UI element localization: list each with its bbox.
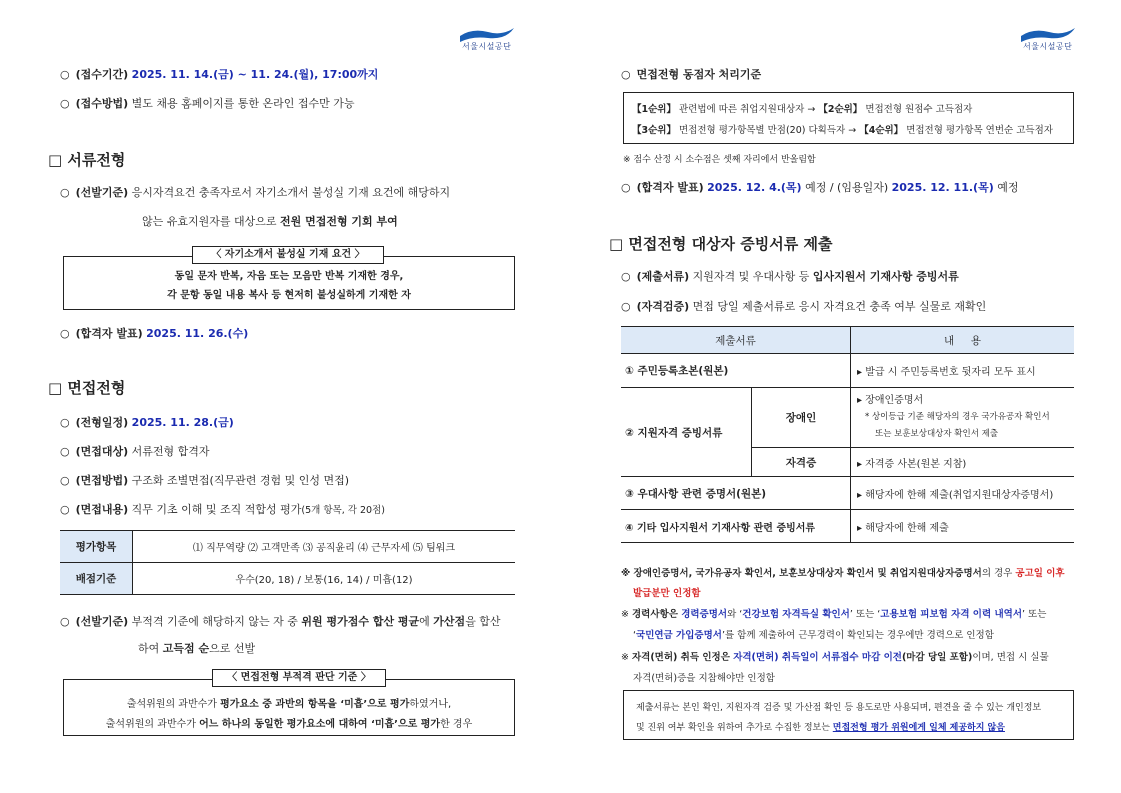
reception-period <box>60 66 378 82</box>
circle-bullet: ○ <box>621 181 631 194</box>
iv-target <box>60 443 210 459</box>
tie-title-text: 면접전형 동점자 처리기준 <box>636 68 762 81</box>
final-date2: 2025. 12. 11.(목) <box>891 181 994 194</box>
insincere-box <box>63 256 515 310</box>
submit-label: (제출서류) <box>636 270 690 283</box>
doc-criteria-line2 <box>142 213 398 229</box>
table-row <box>60 531 515 563</box>
doc-r2-desc2-text: 자격증 사본(원본 지참) <box>865 458 967 470</box>
note3-mark: ※ <box>621 652 632 663</box>
submit-text: 지원자격 및 우대사항 등 <box>692 270 813 283</box>
iv-method-value: 구조화 조별면접(직무관련 경험 및 인성 면접) <box>131 474 350 487</box>
doc-table <box>621 326 1074 543</box>
tie-rank4-text: 면접전형 평가항목 연번순 고득점자 <box>903 125 1053 136</box>
doc-r3-name: ③ 우대사항 관련 증명서(원본) <box>621 477 851 510</box>
note2-bold: 경력사항은 <box>631 609 682 620</box>
doc-pass <box>60 325 248 341</box>
doc-r3-desc-text: 해당자에 한해 제출(취업지원대상자증명서) <box>865 489 1054 501</box>
iv-criteria-l2-text: 하여 <box>138 642 163 655</box>
submit-bold: 입사지원서 기재사항 증빙서류 <box>812 270 959 283</box>
submit-docs <box>621 268 959 284</box>
interview-section-title: □ 면접전형 <box>48 379 126 397</box>
doc-r4-desc: ▸ 해당자에 한해 제출 <box>857 522 949 534</box>
tie-rank4: 【4순위】 <box>859 125 904 136</box>
iv-content-small: (5개 항목, 각 20점) <box>301 505 385 516</box>
privacy-line2-text: 및 진위 여부 확인을 위하여 추가로 수집한 정보는 <box>636 723 833 733</box>
privacy-box <box>623 690 1074 740</box>
note1-red: 공고일 이후 <box>1015 568 1065 579</box>
reception-period-value: 2025. 11. 14.(금) ~ 11. 24.(월), 17:00까지 <box>131 68 379 81</box>
doc-r2-desc1c: 또는 보훈보상대상자 확인서 제출 <box>875 429 999 439</box>
unfit-line1 <box>64 695 514 710</box>
doc-criteria-line2-bold: 전원 면접전형 기회 부여 <box>280 215 398 228</box>
insincere-line1: 동일 문자 반복, 자음 또는 모음만 반복 기재한 경우, <box>174 271 404 282</box>
doc-r2-sub2: 자격증 <box>752 448 851 477</box>
note2-blue3: 고용보험 피보험 자격 이력 내역서 <box>880 609 1023 620</box>
final-date1: 2025. 12. 4.(목) <box>707 181 802 194</box>
circle-bullet: ○ <box>60 416 70 429</box>
iv-criteria-text: 부적격 기준에 해당하지 않는 자 중 <box>131 615 302 628</box>
tie-rank2: 【2순위】 <box>818 104 863 115</box>
iv-criteria-l2-text2: 으로 선발 <box>209 642 256 655</box>
unfit-l2-bold: 어느 하나의 동일한 평가요소에 대하여 ‘미흡’으로 평가 <box>199 719 441 730</box>
circle-bullet: ○ <box>621 300 631 313</box>
iv-method-label: (면접방법) <box>75 474 129 487</box>
doc-table-header1: 제출서류 <box>621 327 851 354</box>
doc-criteria <box>60 184 450 200</box>
privacy-line2 <box>636 720 1005 733</box>
iv-date-value: 2025. 11. 28.(금) <box>131 416 234 429</box>
right-page <box>561 0 1121 793</box>
unfit-l2-text2: 한 경우 <box>440 719 473 730</box>
eval-head-scoring: 배점기준 <box>60 563 133 595</box>
circle-bullet: ○ <box>60 327 70 340</box>
iv-content-value: 직무 기초 이해 및 조직 적합성 평가 <box>131 503 302 516</box>
unfit-box <box>63 679 515 736</box>
reception-method-label: (접수방법) <box>75 97 129 110</box>
iv-content <box>60 501 385 517</box>
iv-date <box>60 414 234 430</box>
eval-scoring: 우수(20, 18) / 보통(16, 14) / 미흡(12) <box>235 575 413 586</box>
circle-bullet: ○ <box>60 68 70 81</box>
table-row <box>621 388 1074 448</box>
doc-r1-desc: ▸ 발급 시 주민등록번호 뒷자리 모두 표시 <box>857 367 1036 378</box>
tie-note: ※ 점수 산정 시 소수점은 셋째 자리에서 반올림함 <box>623 155 816 165</box>
iv-date-label: (전형일정) <box>75 416 129 429</box>
left-page <box>0 0 560 793</box>
unfit-l1-text2: 하였거나, <box>409 699 452 710</box>
circle-bullet: ○ <box>60 445 70 458</box>
circle-bullet: ○ <box>60 615 70 628</box>
eval-table <box>60 530 515 595</box>
tie-line2 <box>632 122 1053 136</box>
doc-pass-value: 2025. 11. 26.(수) <box>146 327 249 340</box>
note2-l2-text: ’를 함께 제출하여 근무경력이 확인되는 경우에만 경력으로 인정함 <box>721 630 994 641</box>
note3-line2: 자격(면허)증을 지참해야만 인정함 <box>633 673 775 684</box>
note2-blue2: 건강보험 자격득실 확인서 <box>742 609 850 620</box>
iv-criteria-bold1: 위원 평가점수 합산 평균 <box>301 615 420 628</box>
note1-red2: 발급분만 인정함 <box>633 588 701 599</box>
doc-r2-desc1b: * 상이등급 기준 해당자의 경우 국가유공자 확인서 <box>865 412 1050 422</box>
final-mid: 예정 / (임용일자) <box>801 181 892 194</box>
note2-mark: ※ <box>621 609 632 620</box>
verify-value: 면접 당일 제출서류로 응시 자격요건 충족 여부 실물로 재확인 <box>692 300 987 313</box>
final-announce <box>621 179 1018 195</box>
doc-criteria-label: (선발기준) <box>75 186 129 199</box>
tie-line1 <box>632 101 972 115</box>
privacy-line1: 제출서류는 본인 확인, 지원자격 검증 및 가산점 확인 등 용도로만 사용되며, 편견을 줄 수 있는 개인정보 <box>636 703 1042 713</box>
iv-target-value: 서류전형 합격자 <box>131 445 210 458</box>
unfit-l2-text: 출석위원의 과반수가 <box>105 719 200 730</box>
logo-text: 서울시설공단 <box>462 42 512 51</box>
iv-target-label: (면접대상) <box>75 445 129 458</box>
note3-bold2: (마감 당일 포함) <box>901 652 973 663</box>
doc-r2-desc1: ▸ 장애인증명서 * 상이등급 기준 해당자의 경우 국가유공자 확인서 또는 보훈보상대상자 확인서 제출 <box>851 388 1075 448</box>
iv-content-label: (면접내용) <box>75 503 129 516</box>
unfit-box-title: 〈 면접전형 부적격 판단 기준 〉 <box>212 669 386 687</box>
note3-bold: 자격(면허) 취득 인정은 <box>631 652 734 663</box>
eval-head-items: 평가항목 <box>60 531 133 563</box>
circle-bullet: ○ <box>60 97 70 110</box>
iv-criteria-label: (선발기준) <box>75 615 129 628</box>
note3-line1 <box>621 649 1049 663</box>
table-row <box>621 327 1074 354</box>
iv-criteria-text2: 에 <box>419 615 434 628</box>
doc-criteria-line1: 응시자격요건 충족자로서 자기소개서 불성실 기재 요건에 해당하지 <box>131 186 451 199</box>
doc-r2-sub1: 장애인 <box>752 388 851 448</box>
verify-label: (자격검증) <box>636 300 690 313</box>
table-row <box>621 477 1074 510</box>
doc-pass-label: (합격자 발표) <box>75 327 143 340</box>
note2-text3: ’ 또는 <box>1022 609 1047 620</box>
doc-r4-desc-text: 해당자에 한해 제출 <box>865 522 949 534</box>
tie-rank1: 【1순위】 <box>632 104 676 115</box>
doc-r2-desc1a: 장애인증명서 <box>865 395 924 406</box>
tie-box <box>623 92 1074 144</box>
eval-items: ⑴ 직무역량 ⑵ 고객만족 ⑶ 공직윤리 ⑷ 근무자세 ⑸ 팀워크 <box>192 543 456 554</box>
note2-l2-quote: ‘ <box>633 630 637 641</box>
note1-line1 <box>621 565 1065 579</box>
note2-line2 <box>633 627 994 641</box>
note1-line2 <box>633 585 701 599</box>
table-row <box>60 563 515 595</box>
insincere-box-title: 〈 자기소개서 불성실 기재 요건 〉 <box>192 246 384 264</box>
note1-bold: ※ 장애인증명서, 국가유공자 확인서, 보훈보상대상자 확인서 및 취업지원대상자증명서 <box>621 568 982 579</box>
note2-text1: 와 ‘ <box>727 609 743 620</box>
unfit-l1-text: 출석위원의 과반수가 <box>126 699 221 710</box>
verify <box>621 298 986 314</box>
doc-r2-name: ② 지원자격 증빙서류 <box>621 388 752 477</box>
iv-method <box>60 472 349 488</box>
privacy-line2-bold: 면접전형 평가 위원에게 일체 제공하지 않음 <box>832 723 1005 733</box>
proof-section-title: □ 면접전형 대상자 증빙서류 제출 <box>609 235 833 253</box>
unfit-line2 <box>64 715 514 730</box>
insincere-line2: 각 문항 동일 내용 복사 등 현저히 불성실하게 기재한 자 <box>167 290 411 301</box>
circle-bullet: ○ <box>60 186 70 199</box>
final-end: 예정 <box>993 181 1019 194</box>
table-row <box>621 510 1074 543</box>
note2-text2: ’ 또는 ‘ <box>849 609 881 620</box>
reception-method-value: 별도 채용 홈페이지를 통한 온라인 접수만 가능 <box>131 97 355 110</box>
reception-method <box>60 95 355 111</box>
logo <box>1019 26 1079 56</box>
doc-criteria-line2-text: 않는 유효지원자를 대상으로 <box>142 215 281 228</box>
note2-blue1: 경력증명서 <box>681 609 728 620</box>
tie-rank1-text: 관련법에 따른 취업지원대상자 → <box>675 104 819 115</box>
iv-criteria-line2 <box>138 640 255 656</box>
doc-r4-name: ④ 기타 입사지원서 기재사항 관련 증빙서류 <box>621 510 851 543</box>
doc-section-title: □ 서류전형 <box>48 151 126 169</box>
circle-bullet: ○ <box>621 270 631 283</box>
note2-line1 <box>621 606 1046 620</box>
doc-r1-desc-text: 발급 시 주민등록번호 뒷자리 모두 표시 <box>865 367 1036 378</box>
circle-bullet: ○ <box>60 503 70 516</box>
iv-criteria-l2-bold: 고득점 순 <box>162 642 210 655</box>
iv-criteria <box>60 613 501 629</box>
note3-text: 이며, 면접 시 실물 <box>972 652 1049 663</box>
tie-rank3-text: 면접전형 평가항목별 만점(20) 다획득자 → <box>675 125 860 136</box>
note3-blue: 자격(면허) 취득일이 서류접수 마감 이전 <box>733 652 902 663</box>
note1-text: 의 경우 <box>981 568 1016 579</box>
tie-rank2-text: 면접전형 원점수 고득점자 <box>862 104 973 115</box>
table-row <box>621 354 1074 388</box>
logo <box>458 26 518 56</box>
doc-table-header2: 내 용 <box>851 327 1075 354</box>
unfit-l1-bold: 평가요소 중 과반의 항목을 ‘미흡’으로 평가 <box>220 699 410 710</box>
reception-period-label: (접수기간) <box>75 68 129 81</box>
tie-title <box>621 66 761 82</box>
circle-bullet: ○ <box>621 68 631 81</box>
iv-criteria-bold2: 가산점 <box>433 615 466 628</box>
doc-r3-desc: ▸ 해당자에 한해 제출(취업지원대상자증명서) <box>857 489 1054 501</box>
logo-text: 서울시설공단 <box>1023 42 1073 51</box>
circle-bullet: ○ <box>60 474 70 487</box>
doc-r2-desc2: ▸ 자격증 사본(원본 지참) <box>857 458 967 470</box>
tie-rank3: 【3순위】 <box>632 125 676 136</box>
note2-l2-blue: 국민연금 가입증명서 <box>636 630 722 641</box>
doc-r1-name: ① 주민등록초본(원본) <box>621 354 851 388</box>
iv-criteria-text3: 을 합산 <box>465 615 501 628</box>
final-label: (합격자 발표) <box>636 181 704 194</box>
